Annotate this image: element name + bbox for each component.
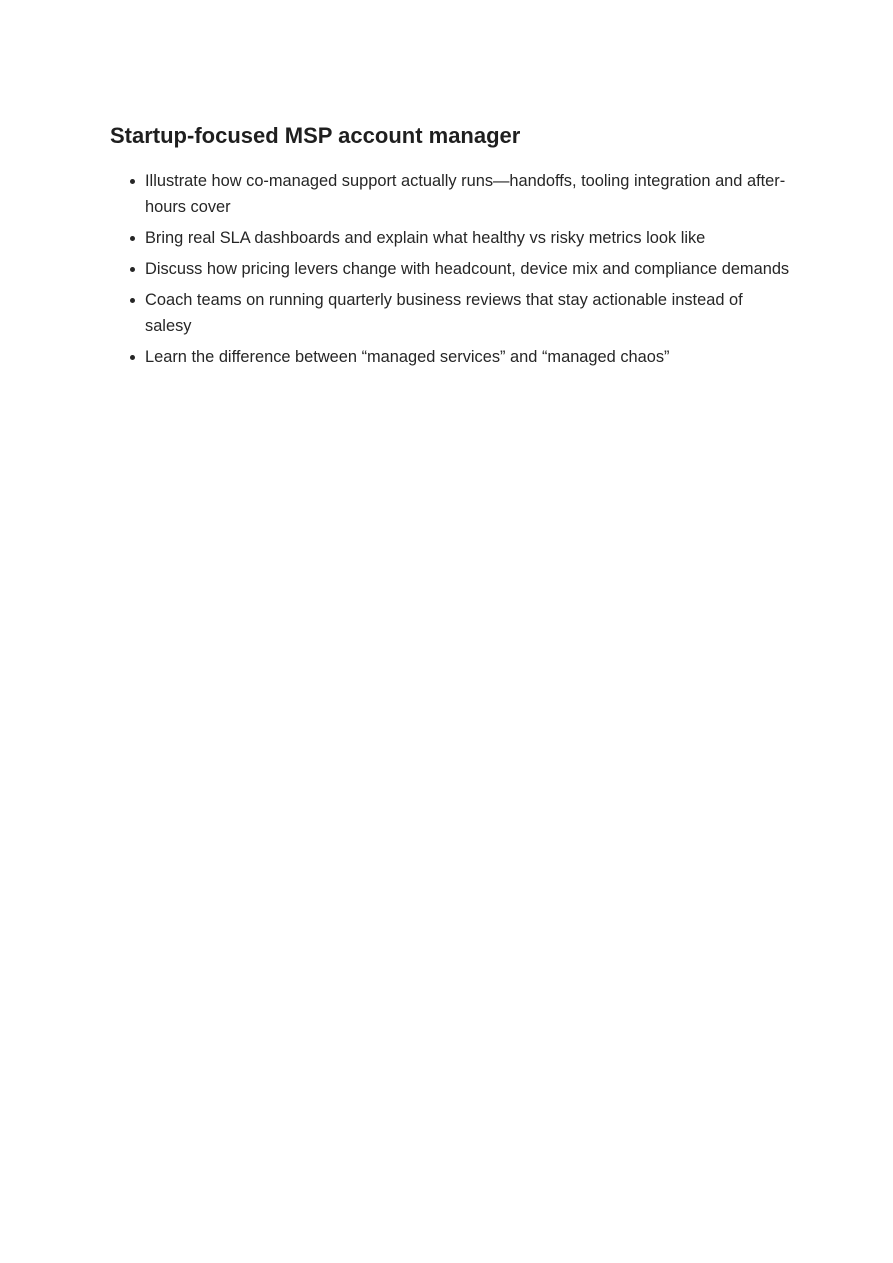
list-item bbox=[110, 256, 790, 282]
list-item bbox=[110, 287, 790, 339]
bullet-icon bbox=[130, 298, 135, 303]
bullet-icon bbox=[130, 236, 135, 241]
list-item-text: Bring real SLA dashboards and explain what healthy vs risky metrics look like bbox=[145, 229, 706, 247]
list-item-text: Coach teams on running quarterly business reviews that stay actionable instead of salesy bbox=[145, 291, 743, 335]
bullet-list bbox=[110, 168, 790, 370]
list-item bbox=[110, 344, 790, 370]
bullet-icon bbox=[130, 179, 135, 184]
list-item bbox=[110, 225, 790, 251]
section-heading: Startup-focused MSP account manager bbox=[110, 123, 521, 148]
list-item-text: Illustrate how co-managed support actually runs—handoffs, tooling integration and after-hours cover bbox=[145, 172, 786, 216]
list-item-text: Discuss how pricing levers change with headcount, device mix and compliance demands bbox=[145, 260, 790, 278]
bullet-icon bbox=[130, 267, 135, 272]
list-item bbox=[110, 168, 790, 220]
list-item-text: Learn the difference between “managed services” and “managed chaos” bbox=[145, 348, 670, 366]
document-body bbox=[110, 122, 790, 375]
bullet-icon bbox=[130, 355, 135, 360]
